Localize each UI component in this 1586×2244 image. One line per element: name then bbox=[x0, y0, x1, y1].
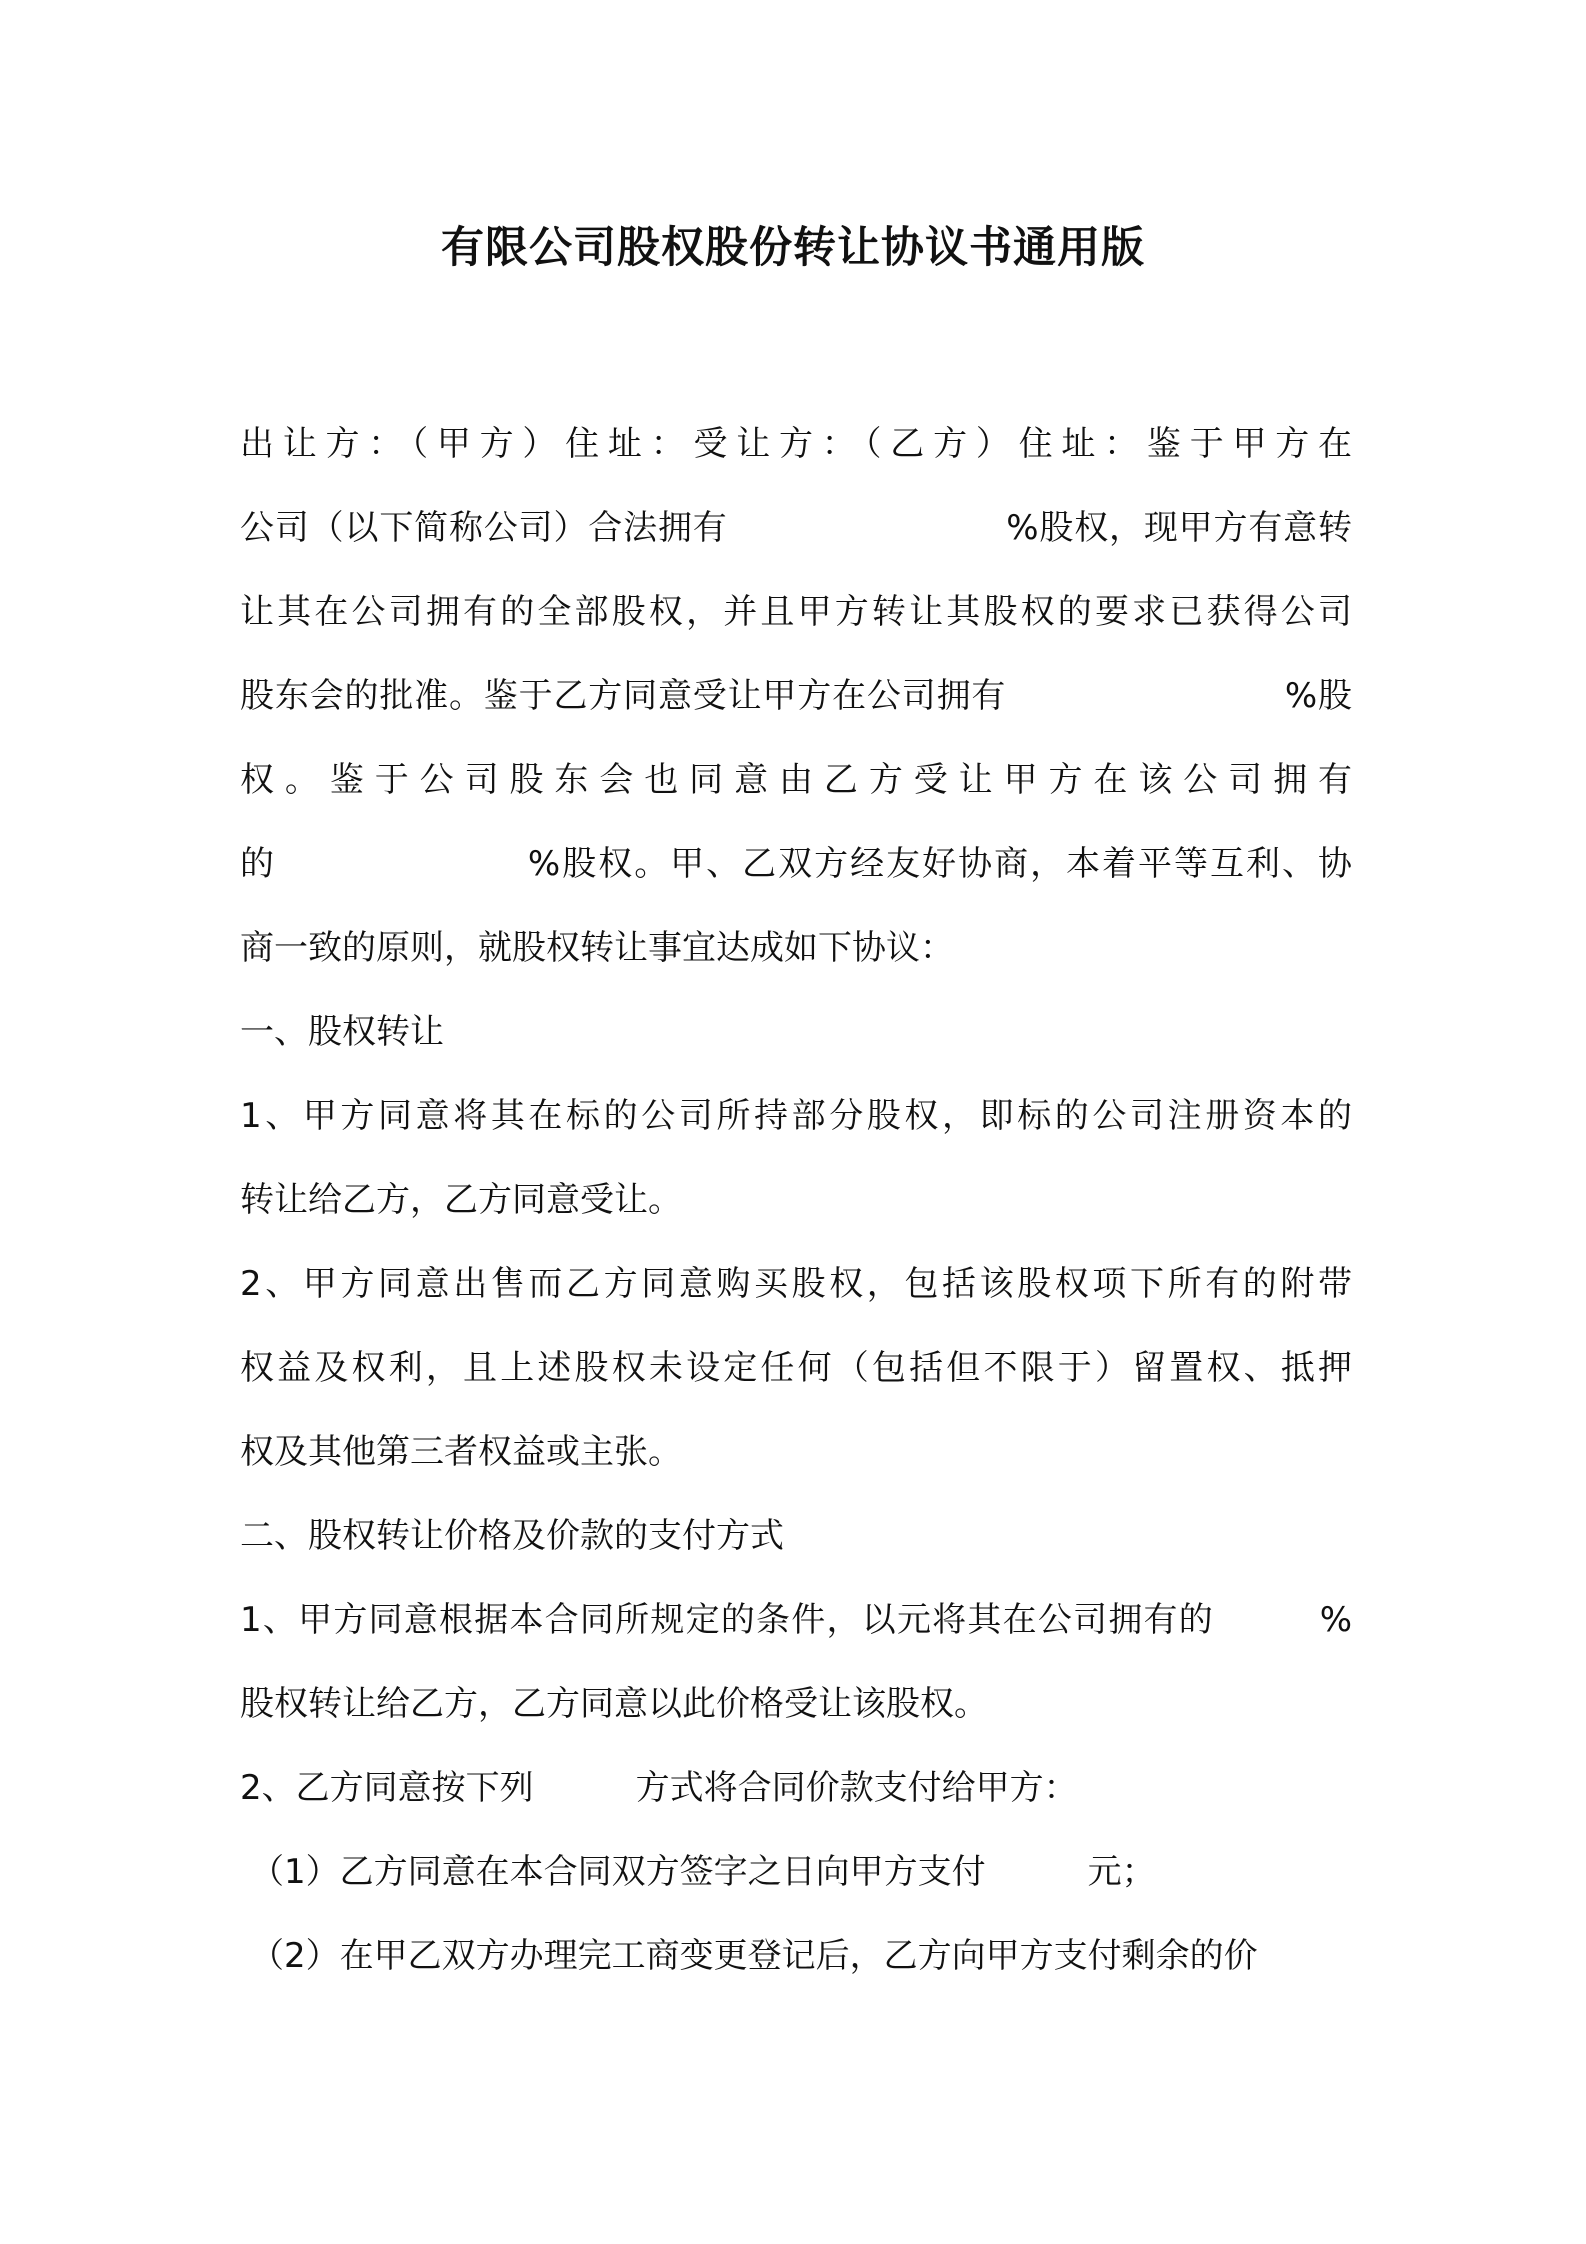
paragraph-line: 的 %股权。甲、乙双方经友好协商，本着平等互利、协 bbox=[240, 844, 1352, 884]
section-heading: 一、股权转让 bbox=[240, 1012, 444, 1052]
paragraph-line: 商一致的原则，就股权转让事宜达成如下协议： bbox=[240, 928, 954, 968]
clause-line: 1、甲方同意将其在标的公司所持部分股权，即标的公司注册资本的 bbox=[240, 1096, 1352, 1136]
clause-line: 2、甲方同意出售而乙方同意购买股权，包括该股权项下所有的附带 bbox=[240, 1264, 1352, 1304]
paragraph-line: 股东会的批准。鉴于乙方同意受让甲方在公司拥有 %股 bbox=[240, 676, 1352, 716]
paragraph-line: 让其在公司拥有的全部股权，并且甲方转让其股权的要求已获得公司 bbox=[240, 592, 1352, 632]
paragraph-line: 权。鉴于公司股东会也同意由乙方受让甲方在该公司拥有 bbox=[240, 760, 1352, 800]
paragraph-line: 公司（以下简称公司）合法拥有 %股权，现甲方有意转 bbox=[240, 508, 1352, 548]
paragraph-line: 出让方：（甲方）住址：受让方：（乙方）住址：鉴于甲方在 bbox=[240, 424, 1352, 464]
document-body bbox=[240, 402, 1352, 1998]
sub-clause-line: （2）在甲乙双方办理完工商变更登记后，乙方向甲方支付剩余的价 bbox=[250, 1936, 1258, 1976]
clause-line: 权及其他第三者权益或主张。 bbox=[240, 1432, 682, 1472]
section-heading: 二、股权转让价格及价款的支付方式 bbox=[240, 1516, 784, 1556]
clause-line: 转让给乙方，乙方同意受让。 bbox=[240, 1180, 682, 1220]
clause-line: 股权转让给乙方，乙方同意以此价格受让该股权。 bbox=[240, 1684, 988, 1724]
document-title: 有限公司股权股份转让协议书通用版 bbox=[441, 223, 1145, 273]
clause-line: 1、甲方同意根据本合同所规定的条件，以元将其在公司拥有的 % bbox=[240, 1600, 1352, 1640]
clause-line: 权益及权利，且上述股权未设定任何（包括但不限于）留置权、抵押 bbox=[240, 1348, 1352, 1388]
clause-line: 2、乙方同意按下列 方式将合同价款支付给甲方： bbox=[240, 1768, 1078, 1808]
sub-clause-line: （1）乙方同意在本合同双方签字之日向甲方支付 元； bbox=[250, 1852, 1156, 1892]
